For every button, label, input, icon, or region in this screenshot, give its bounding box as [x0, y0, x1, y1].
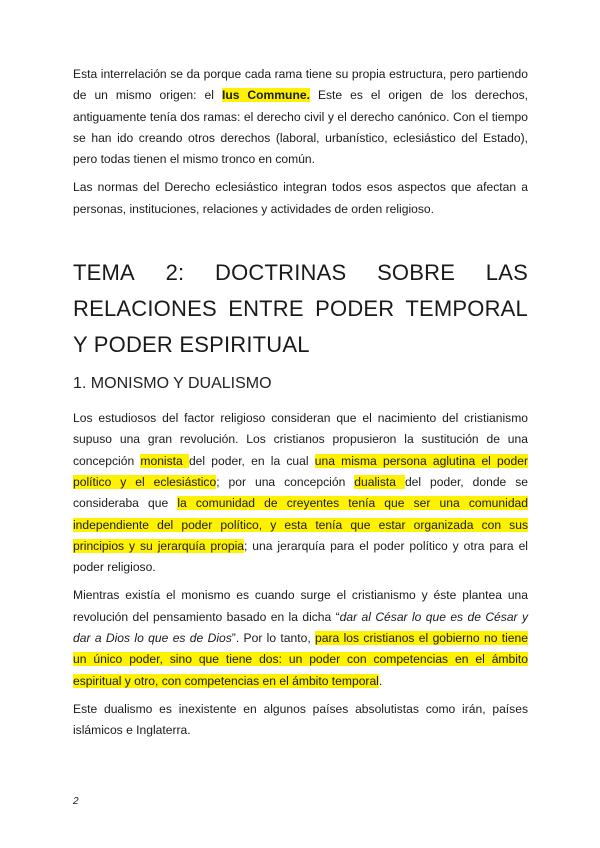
- text-run: Mientras existía el monismo es cuando surge el cristianismo y éste plantea una revolución del pensamiento basado en la dicha “: [73, 588, 528, 624]
- text-run: ; una jerarquía para el poder político y otra para el poder religioso.: [73, 538, 528, 575]
- highlighted-text: la comunidad de creyentes tenía que ser una comunidad independiente del poder político, y esta tenía que estar organizada con sus principios y su jerarquía propia: [73, 496, 528, 553]
- heading-rest: RELACIONES ENTRE PODER TEMPORAL Y PODER ESPIRITUAL: [73, 296, 528, 358]
- page-number: 2: [73, 796, 79, 807]
- paragraph-ius-commune: [73, 64, 528, 170]
- heading-word: 2:: [165, 260, 185, 286]
- highlighted-text: para los cristianos el gobierno no tiene un único poder, sino que tiene dos: un poder con competencias en el ámbito espiritual y otro, con competencias en el ámbito temporal: [73, 631, 528, 688]
- heading-word: DOCTRINAS: [215, 260, 347, 286]
- heading-word: LAS: [485, 260, 528, 286]
- document-page: [73, 64, 528, 749]
- chapter-heading: [73, 255, 528, 363]
- heading-first-line: [73, 255, 528, 291]
- highlighted-text: dualista: [354, 474, 405, 489]
- highlighted-text: una misma persona aglutina el poder político y el eclesiástico: [73, 453, 528, 489]
- paragraph-monismo: [73, 408, 528, 578]
- paragraph-dualismo: Este dualismo es inexistente en algunos países absolutistas como irán, países islámicos e Inglaterra.: [73, 701, 528, 738]
- text-run: Los estudiosos del factor religioso consideran que el nacimiento del cristianismo supuso una gran revolución. Los cristianos propusieron la sustitución de una concepción: [73, 411, 528, 468]
- heading-word: SOBRE: [377, 260, 456, 286]
- text-run: Este es el origen de los derechos, antiguamente tenía dos ramas: el derecho civil y el derecho canónico. Con el tiempo se han ido creando otros derechos (laboral, urbanístico, eclesiástico del Estado), pero todas tienen el mismo tronco en común.: [73, 88, 529, 167]
- text-run: Esta interrelación se da porque cada rama tiene su propia estructura, pero partiendo de un mismo origen: el: [73, 67, 528, 103]
- highlighted-text: monista: [140, 453, 189, 468]
- text-run: .: [378, 673, 383, 688]
- text-run: del poder, donde se consideraba que: [73, 474, 529, 511]
- section-title: 1. MONISMO Y DUALISMO: [73, 375, 272, 393]
- text-run: ; por una concepción: [216, 474, 355, 489]
- paragraph-normas: Las normas del Derecho eclesiástico integran todos esos aspectos que afectan a personas, instituciones, relaciones y actividades de orden religioso.: [73, 180, 528, 216]
- highlighted-bold-term: Ius Commune.: [221, 88, 310, 103]
- paragraph-cristianismo: [73, 585, 528, 691]
- italic-quote: dar al César lo que es de César y dar a Dios lo que es de Dios: [73, 609, 529, 646]
- heading-word: TEMA: [73, 260, 135, 286]
- text-run: del poder, en la cual: [188, 453, 315, 468]
- text-run: ”. Por lo tanto,: [231, 631, 316, 646]
